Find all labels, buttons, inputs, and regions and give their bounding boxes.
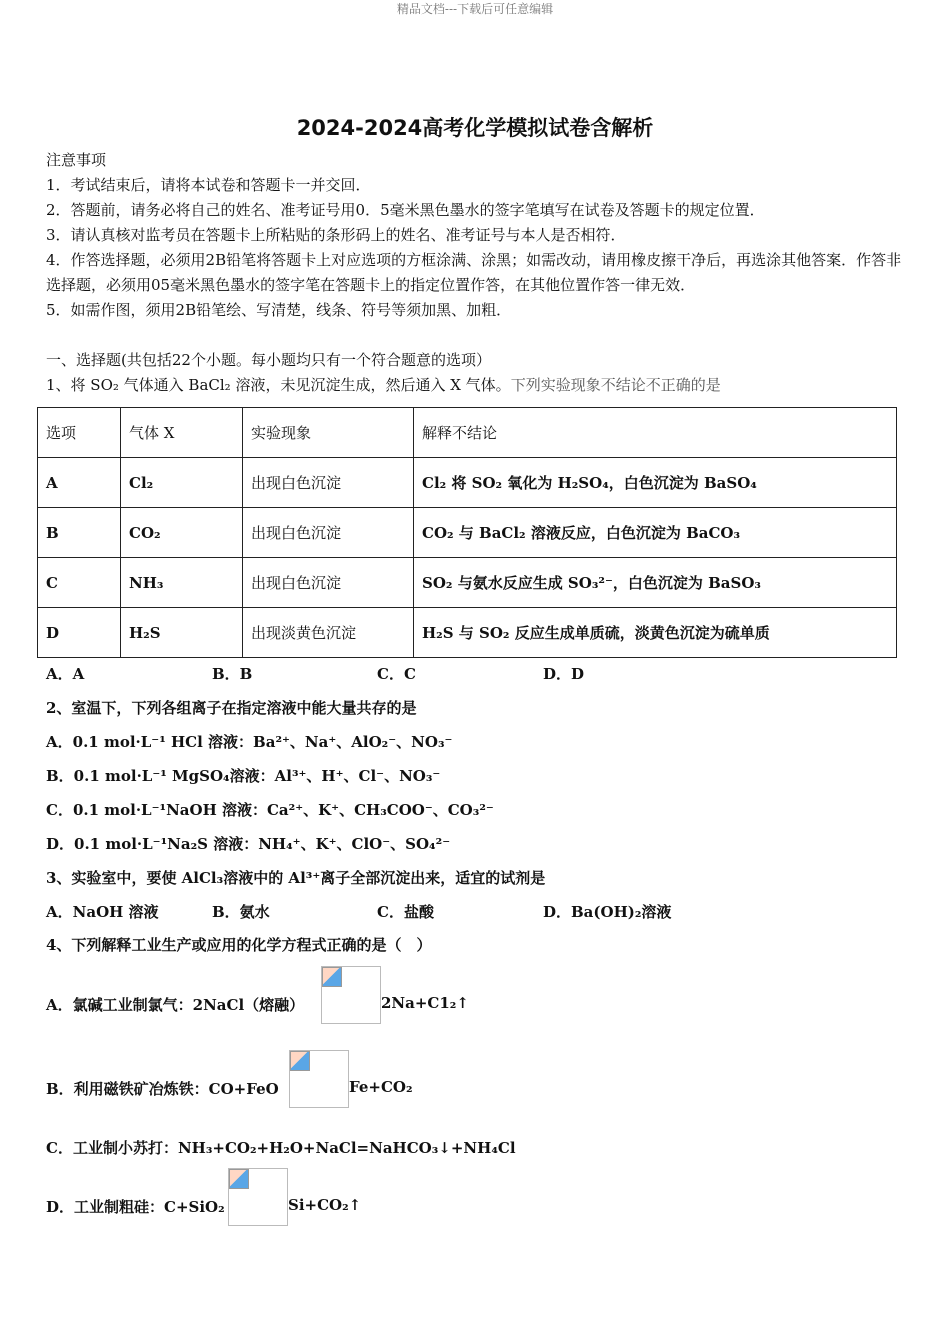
q1-table	[37, 407, 897, 658]
option-b: B．氨水	[212, 903, 270, 921]
table-header-row	[38, 408, 897, 458]
q4-d-right: Si+CO₂↑	[288, 1196, 362, 1214]
notice-block	[46, 148, 906, 323]
option-d: D．D	[543, 665, 585, 683]
notice-item: 2．答题前，请务必将自己的姓名、准考证号用0．5毫米黑色墨水的签字笔填写在试卷及答题卡的规定位置．	[46, 201, 765, 219]
table-cell: CO₂ 与 BaCl₂ 溶液反应，白色沉淀为 BaCO₃	[414, 508, 897, 558]
table-cell: CO₂	[121, 508, 243, 558]
table-row	[38, 608, 897, 658]
table-cell: Cl₂	[121, 458, 243, 508]
table-cell: 出现淡黄色沉淀	[243, 608, 414, 658]
q4-stem: 4、下列解释工业生产或应用的化学方程式正确的是（ ）	[46, 936, 432, 954]
q4-a-left: A．氯碱工业制氯气：2NaCl（熔融）	[46, 996, 305, 1014]
q4-option-a	[46, 994, 304, 1015]
notice-heading: 注意事项	[46, 151, 107, 169]
table-cell: 出现白色沉淀	[243, 508, 414, 558]
reaction-arrow-image	[228, 1168, 288, 1226]
q2-option-d: D．0.1 mol·L⁻¹Na₂S 溶液：NH₄⁺、K⁺、ClO⁻、SO₄²⁻	[46, 835, 451, 853]
q4-a-right: 2Na+C1₂↑	[381, 994, 469, 1012]
q2-option-a: A．0.1 mol·L⁻¹ HCl 溶液：Ba²⁺、Na⁺、AlO₂⁻、NO₃⁻	[46, 733, 453, 751]
q1-options	[0, 663, 950, 685]
header-note: 精品文档---下载后可任意编辑	[396, 2, 554, 16]
table-cell: H₂S	[121, 608, 243, 658]
table-cell: B	[38, 508, 121, 558]
q2-stem: 2、室温下，下列各组离子在指定溶液中能大量共存的是	[46, 699, 417, 717]
q3-options	[0, 901, 950, 923]
q1-block	[46, 348, 906, 398]
q4-option-d	[46, 1196, 225, 1217]
table-cell: H₂S 与 SO₂ 反应生成单质硫，淡黄色沉淀为硫单质	[414, 608, 897, 658]
table-cell: SO₂ 与氨水反应生成 SO₃²⁻，白色沉淀为 BaSO₃	[414, 558, 897, 608]
q2-option-b: B．0.1 mol·L⁻¹ MgSO₄溶液：Al³⁺、H⁺、Cl⁻、NO₃⁻	[46, 767, 441, 785]
option-c: C．C	[377, 665, 416, 683]
q1-stem-part: 下列实验现象不结论不正确的是	[510, 376, 721, 394]
notice-item: 4．作答选择题，必须用2B铅笔将答题卡上对应选项的方框涂满、涂黑；如需改动，请用橡皮擦干净后，再选涂其他答案．作答非选择题，必须用05毫米黑色墨水的签字笔在答题卡上的指定位置作答，在其他位置作答一律无效．	[46, 251, 902, 294]
table-header-cell: 气体 X	[121, 408, 243, 458]
notice-item: 5．如需作图，须用2B铅笔绘、写清楚，线条、符号等须加黑、加粗．	[46, 301, 512, 319]
table-header-cell: 实验现象	[243, 408, 414, 458]
table-cell: Cl₂ 将 SO₂ 氧化为 H₂SO₄，白色沉淀为 BaSO₄	[414, 458, 897, 508]
q3-stem: 3、实验室中，要使 AlCl₃溶液中的 Al³⁺离子全部沉淀出来，适宜的试剂是	[46, 869, 546, 887]
broken-image-icon	[322, 967, 342, 987]
table-row	[38, 458, 897, 508]
section-heading: 一、选择题(共包括22个小题。每小题均只有一个符合题意的选项）	[46, 351, 491, 369]
q4-option-c: C．工业制小苏打：NH₃+CO₂+H₂O+NaCl=NaHCO₃↓+NH₄Cl	[46, 1139, 516, 1157]
q4-d-left: D．工业制粗硅：C+SiO₂	[46, 1198, 225, 1216]
q1-stem-part: 1、将 SO₂ 气体通入 BaCl₂ 溶液，未见沉淀生成，然后通入 X 气体。	[46, 376, 511, 394]
table-cell: NH₃	[121, 558, 243, 608]
table-row	[38, 508, 897, 558]
q4-b-right: Fe+CO₂	[349, 1078, 413, 1096]
q2-option-c: C．0.1 mol·L⁻¹NaOH 溶液：Ca²⁺、K⁺、CH₃COO⁻、CO₃²⁻	[46, 801, 494, 819]
table-cell: 出现白色沉淀	[243, 458, 414, 508]
table-header-cell: 解释不结论	[414, 408, 897, 458]
q4-b-left: B．利用磁铁矿冶炼铁：CO+FeO	[46, 1080, 279, 1098]
q1-stem	[46, 373, 906, 398]
table-cell: A	[38, 458, 121, 508]
option-c: C．盐酸	[377, 903, 434, 921]
table-cell: 出现白色沉淀	[243, 558, 414, 608]
table-cell: D	[38, 608, 121, 658]
reaction-arrow-image	[321, 966, 381, 1024]
table-header-cell: 选项	[38, 408, 121, 458]
notice-item: 3．请认真核对监考员在答题卡上所粘贴的条形码上的姓名、准考证号与本人是否相符．	[46, 226, 626, 244]
q4-option-b	[46, 1078, 279, 1099]
table-row	[38, 558, 897, 608]
option-a: A．A	[46, 665, 85, 683]
table-cell: C	[38, 558, 121, 608]
broken-image-icon	[290, 1051, 310, 1071]
notice-item: 1．考试结束后，请将本试卷和答题卡一并交回．	[46, 176, 371, 194]
page-title: 2024-2024高考化学模拟试卷含解析	[296, 116, 654, 140]
reaction-arrow-image	[289, 1050, 349, 1108]
option-b: B．B	[212, 665, 253, 683]
broken-image-icon	[229, 1169, 249, 1189]
option-a: A．NaOH 溶液	[46, 903, 159, 921]
option-d: D．Ba(OH)₂溶液	[543, 903, 672, 921]
